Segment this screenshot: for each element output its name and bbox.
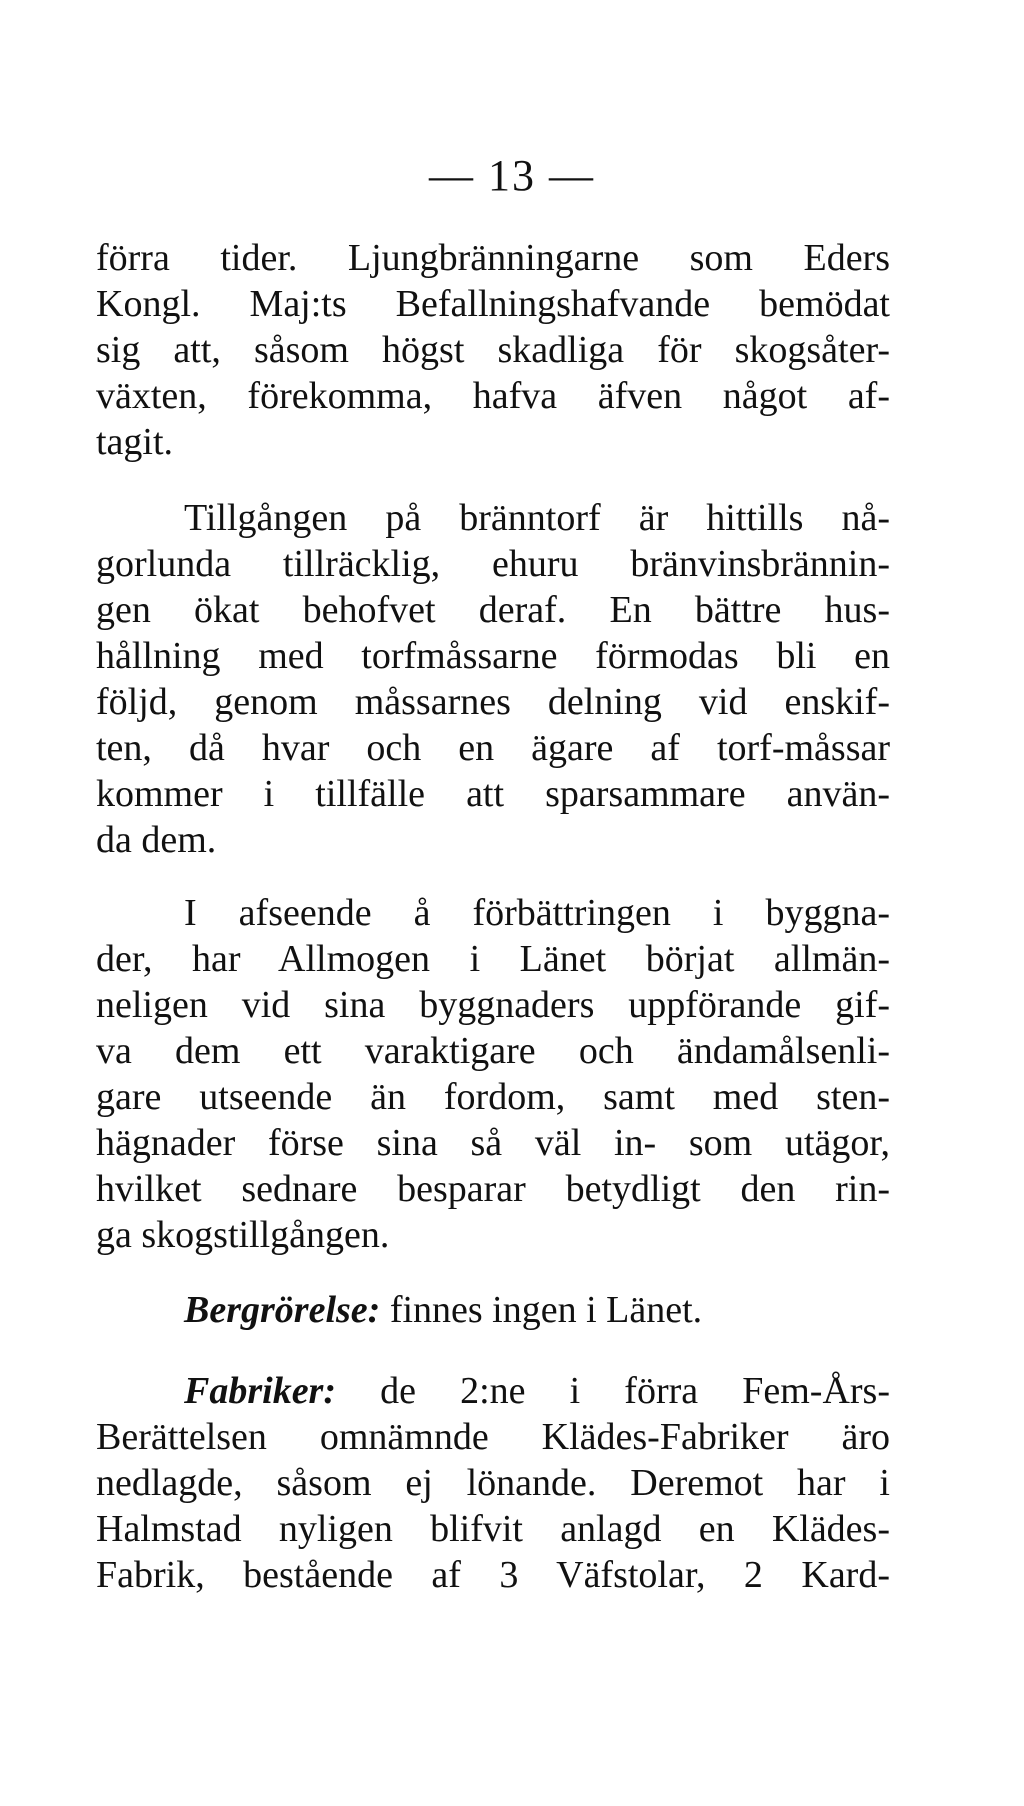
text-line: Kongl. Maj:ts Befallningshafvande bemödat xyxy=(96,283,890,325)
paragraph-bergrorelse xyxy=(96,1287,890,1333)
text-line: da dem. xyxy=(96,819,217,861)
text-line: neligen vid sina byggnaders uppförande gif- xyxy=(96,984,890,1026)
text-line: sig att, såsom högst skadliga för skogsåter- xyxy=(96,329,890,371)
section-label: Fabriker: xyxy=(184,1370,336,1412)
text-line: Berättelsen omnämnde Klädes-Fabriker äro xyxy=(96,1416,890,1458)
text-line: ten, då hvar och en ägare af torf-måssar xyxy=(96,727,890,769)
section-label: Bergrörelse: xyxy=(184,1289,381,1331)
text-line: nedlagde, såsom ej lönande. Deremot har i xyxy=(96,1462,890,1504)
text-line: hållning med torfmåssarne förmodas bli en xyxy=(96,635,890,677)
text-line: Fabrik, bestående af 3 Väfstolar, 2 Kard- xyxy=(96,1554,890,1596)
text-line: hägnader förse sina så väl in- som utägor, xyxy=(96,1122,890,1164)
text-line: kommer i tillfälle att sparsammare använ- xyxy=(96,773,890,815)
text-line xyxy=(96,1287,890,1333)
text-line: Halmstad nyligen blifvit anlagd en Klädes- xyxy=(96,1508,890,1550)
text-line: va dem ett varaktigare och ändamålsenli- xyxy=(96,1030,890,1072)
text-line: der, har Allmogen i Länet börjat allmän- xyxy=(96,938,890,980)
text-fragment: de 2:ne i förra Fem-Års- xyxy=(336,1370,890,1412)
text-line: förra tider. Ljungbränningarne som Eders xyxy=(96,237,890,279)
paragraph-2 xyxy=(96,495,890,863)
text-line: gorlunda tillräcklig, ehuru bränvinsbrännin- xyxy=(96,543,890,585)
text-line: följd, genom måssarnes delning vid enskif- xyxy=(96,681,890,723)
text-line xyxy=(96,1368,890,1414)
paragraph-3 xyxy=(96,890,890,1258)
text-line: ga skogstillgången. xyxy=(96,1214,390,1256)
paragraph-fabriker xyxy=(96,1368,890,1598)
text-line: växten, förekomma, hafva äfven något af- xyxy=(96,375,890,417)
text-line: gen ökat behofvet deraf. En bättre hus- xyxy=(96,589,890,631)
text-line: hvilket sednare besparar betydligt den rin- xyxy=(96,1168,890,1210)
page-number-header: — 13 — xyxy=(429,151,595,200)
text-line: Tillgången på bränntorf är hittills nå- xyxy=(184,497,890,539)
text-line: I afseende å förbättringen i byggna- xyxy=(184,892,890,934)
text-line: tagit. xyxy=(96,421,174,463)
paragraph-1 xyxy=(96,235,890,465)
text-fragment: finnes ingen i Länet. xyxy=(380,1289,703,1331)
text-line: gare utseende än fordom, samt med sten- xyxy=(96,1076,890,1118)
